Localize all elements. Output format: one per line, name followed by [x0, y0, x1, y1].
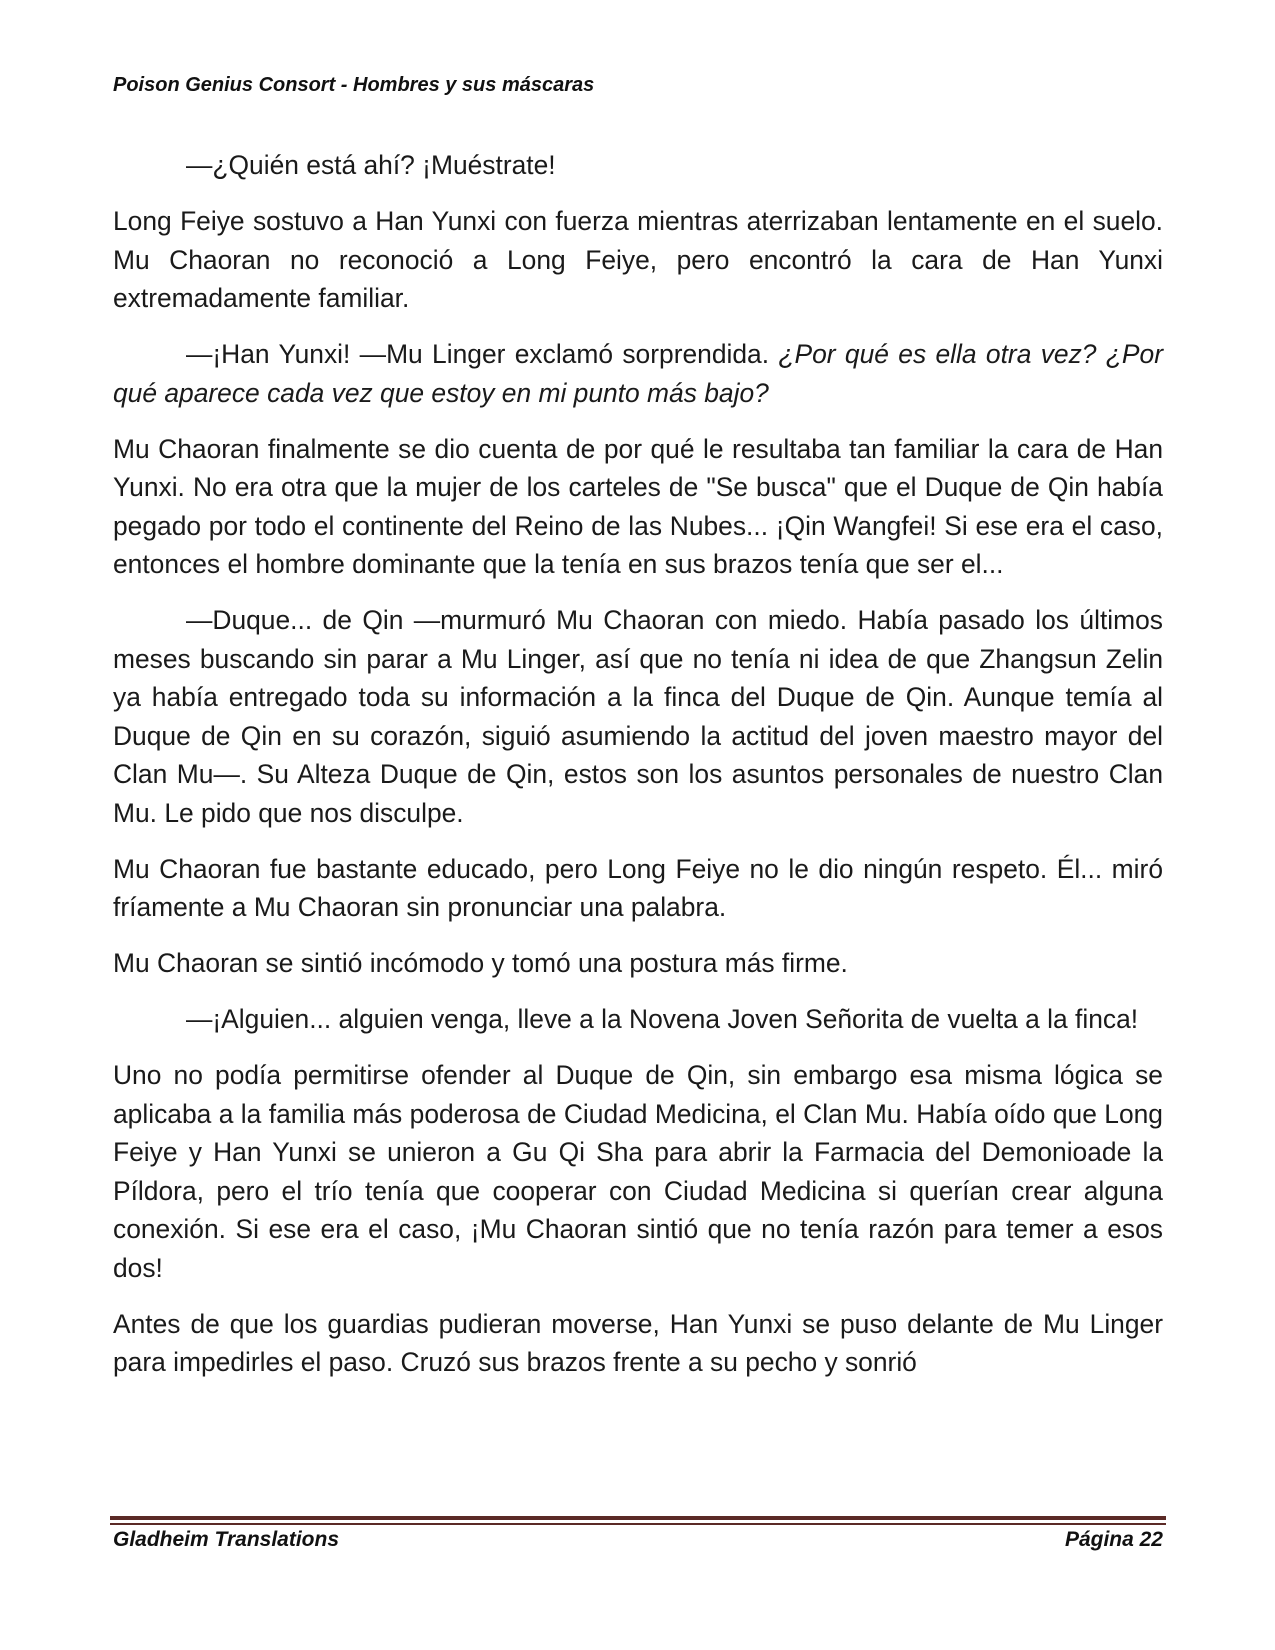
paragraph-text: —¿Quién está ahí? ¡Muéstrate!: [186, 150, 556, 180]
paragraph-text: Mu Chaoran se sintió incómodo y tomó una postura más firme.: [113, 948, 848, 978]
footer-publisher: Gladheim Translations: [113, 1528, 340, 1551]
footer-divider-thin: [110, 1523, 1166, 1525]
paragraph-text: Antes de que los guardias pudieran moverse, Han Yunxi se puso delante de Mu Linger para impedirles el paso. Cruzó sus brazos frente a su pecho y sonrió: [113, 1308, 1163, 1377]
paragraph-text: —¡Alguien... alguien venga, lleve a la Novena Joven Señorita de vuelta a la finca!: [186, 1004, 1139, 1034]
page-body: [113, 146, 1163, 1399]
paragraph-text: Long Feiye sostuvo a Han Yunxi con fuerza mientras aterrizaban lentamente en el suelo. Mu Chaoran no reconoció a Long Feiye, pero encontró la cara de Han Yunxi extremadamente familiar.: [113, 206, 1163, 313]
footer-divider-thick: [110, 1516, 1166, 1520]
paragraph-italic-thought: ¿Por qué es ella otra vez? ¿Por qué aparece cada vez que estoy en mi punto más bajo?: [113, 339, 1163, 408]
page-header-title: Poison Genius Consort - Hombres y sus máscaras: [113, 74, 595, 96]
footer-page-number: Página 22: [1064, 1528, 1163, 1551]
paragraph-text: —Duque... de Qin —murmuró Mu Chaoran con miedo. Había pasado los últimos meses buscando sin parar a Mu Linger, así que no tenía ni idea de que Zhangsun Zelin ya había entregado toda su información a la finca del Duque de Qin. Aunque temía al Duque de Qin en su corazón, siguió asumiendo la actitud del joven maestro mayor del Clan Mu—. Su Alteza Duque de Qin, estos son los asuntos personales de nuestro Clan Mu. Le pido que nos disculpe.: [113, 605, 1163, 828]
paragraph: [113, 601, 1163, 832]
paragraph: [113, 430, 1163, 584]
paragraph: [113, 202, 1163, 318]
paragraph: [113, 850, 1163, 927]
paragraph: [113, 1056, 1163, 1287]
paragraph: [113, 1305, 1163, 1382]
paragraph-text: Mu Chaoran finalmente se dio cuenta de por qué le resultaba tan familiar la cara de Han Yunxi. No era otra que la mujer de los carteles de "Se busca" que el Duque de Qin había pegado por todo el continente del Reino de las Nubes... ¡Qin Wangfei! Si ese era el caso, entonces el hombre dominante que la tenía en sus brazos tenía que ser el...: [113, 433, 1163, 579]
paragraph-text: Mu Chaoran fue bastante educado, pero Long Feiye no le dio ningún respeto. Él... miró fríamente a Mu Chaoran sin pronunciar una palabra.: [113, 853, 1163, 922]
paragraph-text: —¡Han Yunxi! —Mu Linger exclamó sorprendida.: [186, 339, 779, 369]
paragraph: [113, 335, 1163, 412]
paragraph: [113, 1000, 1163, 1039]
paragraph-text: Uno no podía permitirse ofender al Duque de Qin, sin embargo esa misma lógica se aplicaba a la familia más poderosa de Ciudad Medicina, el Clan Mu. Había oído que Long Feiye y Han Yunxi se unieron a Gu Qi Sha para abrir la Farmacia del Demonioade la Píldora, pero el trío tenía que cooperar con Ciudad Medicina si querían crear alguna conexión. Si ese era el caso, ¡Mu Chaoran sintió que no tenía razón para temer a esos dos!: [113, 1060, 1163, 1283]
paragraph: [113, 944, 1163, 983]
paragraph: [113, 146, 1163, 185]
